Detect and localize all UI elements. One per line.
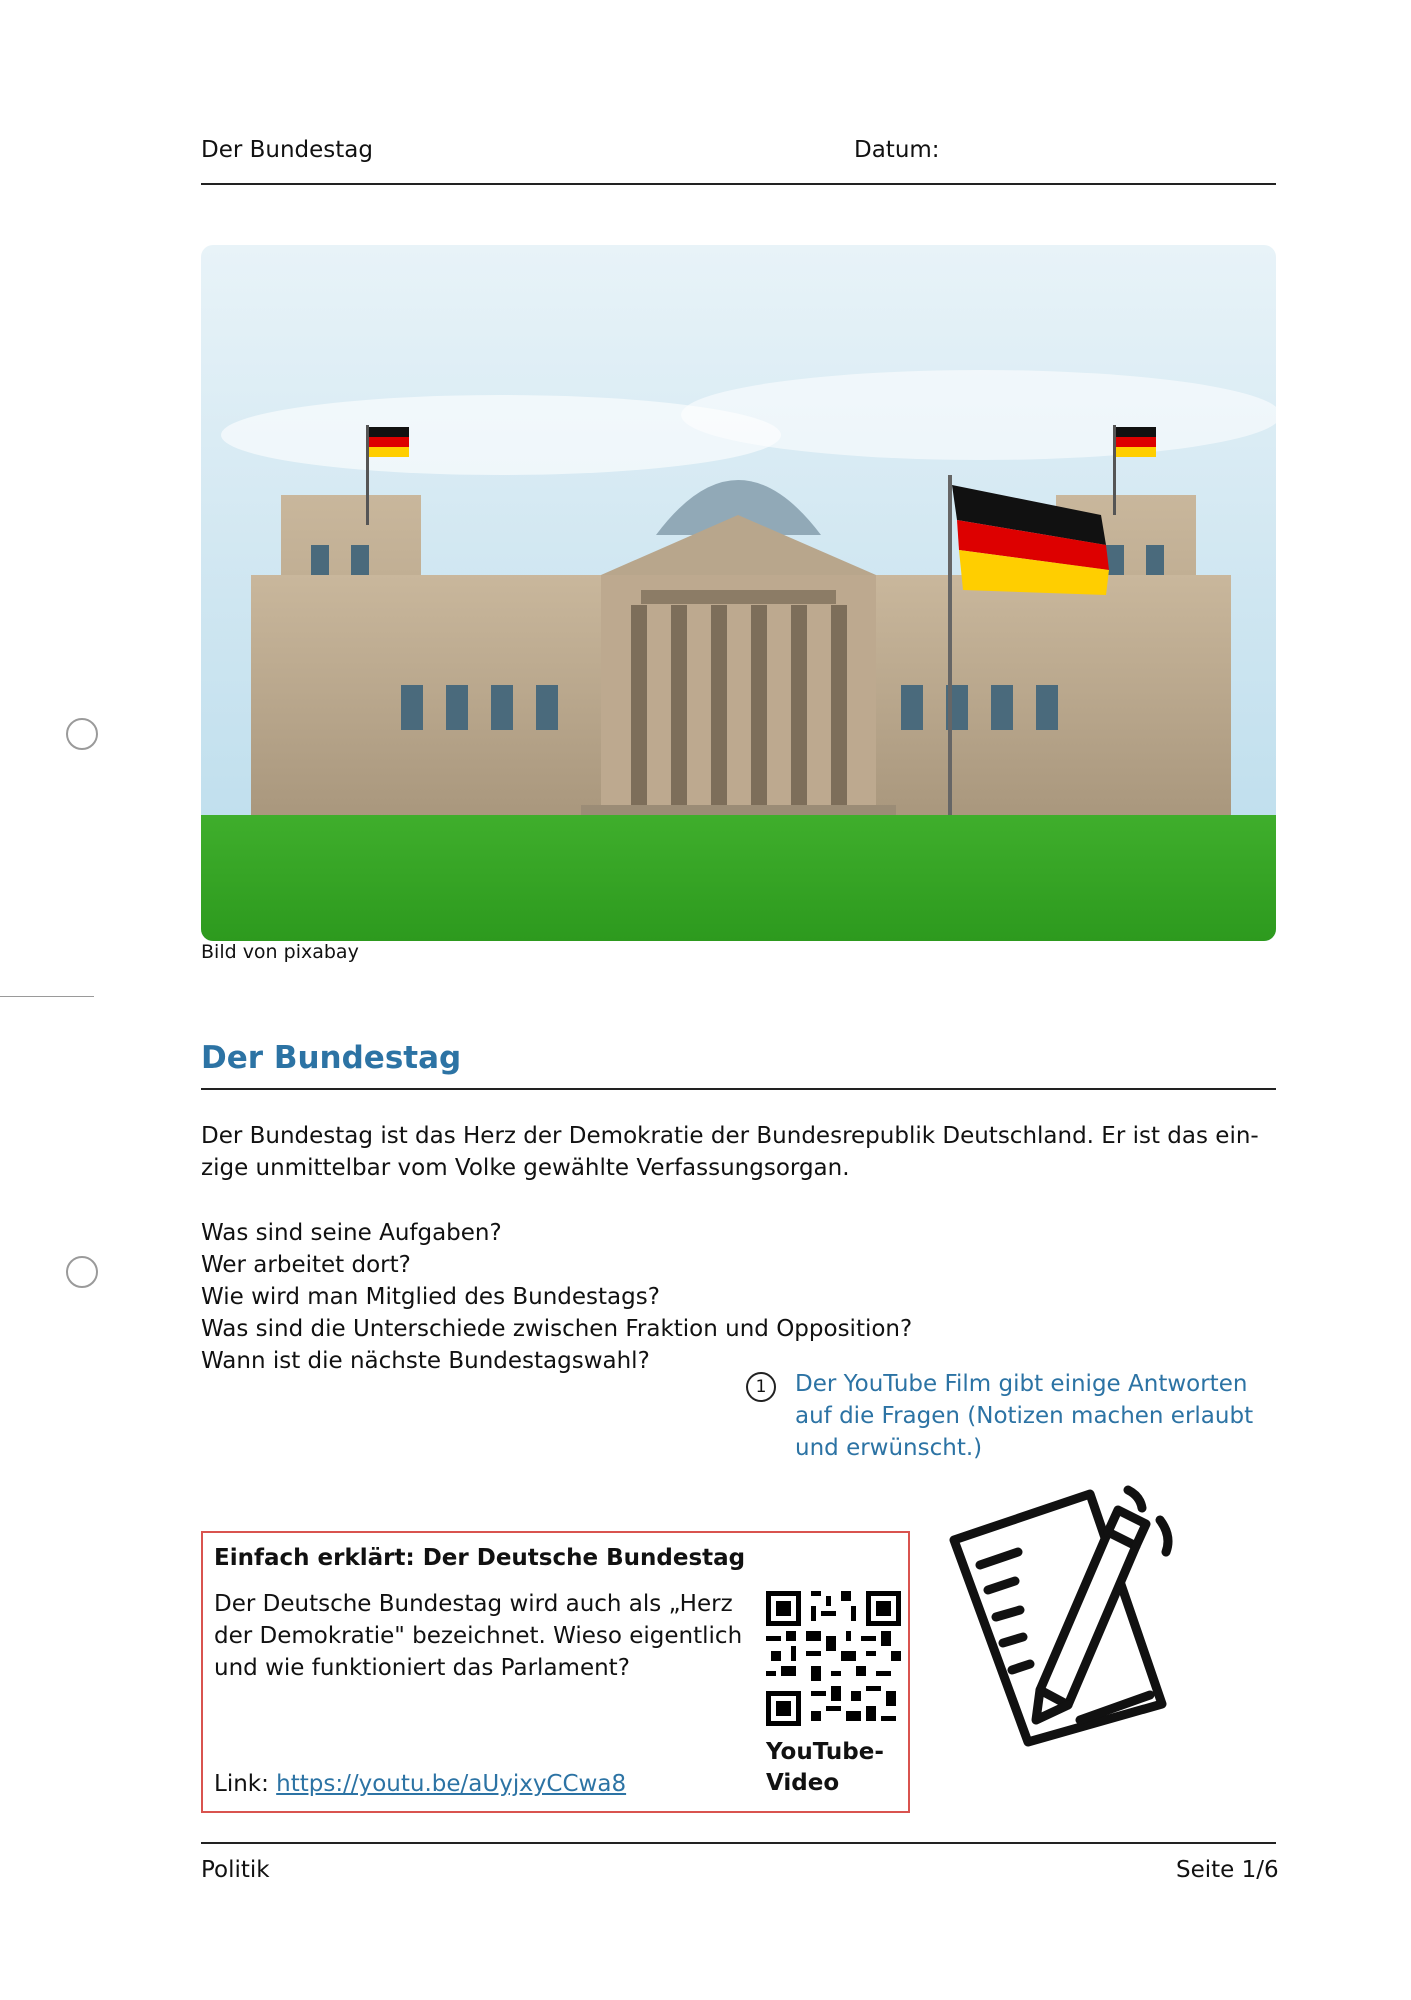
infobox-title: Einfach erklärt: Der Deutsche Bundestag	[214, 1545, 746, 1571]
question-item: Was sind seine Aufgaben?	[201, 1220, 502, 1246]
question-item: Was sind die Unterschiede zwischen Fraktion und Opposition?	[201, 1316, 913, 1342]
qr-code-icon	[766, 1591, 901, 1726]
question-list	[201, 1217, 1261, 1377]
infobox-desc-line: und wie funktioniert das Parlament?	[214, 1655, 630, 1681]
punch-hole-bottom	[66, 1256, 98, 1288]
section-divider	[201, 1088, 1276, 1090]
youtube-link[interactable]: https://youtu.be/aUyjxyCCwa8	[276, 1771, 627, 1797]
page-number: Seite 1/6	[1176, 1857, 1279, 1883]
qr-caption-line: Video	[766, 1770, 840, 1796]
infobox-desc-line: Der Deutsche Bundestag wird auch als „Herz	[214, 1591, 733, 1617]
footer-subject: Politik	[201, 1857, 270, 1883]
intro-paragraph	[201, 1120, 1261, 1184]
intro-line: Der Bundestag ist das Herz der Demokratie der Bundesrepublik Deutschland. Er ist das ein-	[201, 1123, 1259, 1149]
footer-divider	[201, 1842, 1276, 1844]
link-label: Link:	[214, 1771, 269, 1797]
intro-line: zige unmittelbar vom Volke gewählte Verfassungsorgan.	[201, 1155, 850, 1181]
photo-credit: Bild von pixabay	[201, 941, 359, 963]
task-number-badge: 1	[746, 1372, 776, 1402]
infobox-link-row	[214, 1771, 626, 1797]
qr-caption	[766, 1737, 906, 1799]
notepad-pencil-icon	[940, 1480, 1180, 1750]
punch-hole-top	[66, 718, 98, 750]
task-line: auf die Fragen (Notizen machen erlaubt	[795, 1403, 1254, 1429]
task-line: Der YouTube Film gibt einige Antworten	[795, 1371, 1248, 1397]
section-title: Der Bundestag	[201, 1040, 462, 1076]
header-divider	[201, 183, 1276, 185]
task-instruction	[795, 1368, 1285, 1464]
question-item: Wer arbeitet dort?	[201, 1252, 411, 1278]
infobox-description	[214, 1588, 754, 1684]
header-subject: Der Bundestag	[201, 137, 374, 163]
infobox-desc-line: der Demokratie" bezeichnet. Wieso eigentlich	[214, 1623, 743, 1649]
reichstag-photo	[201, 245, 1276, 941]
question-item: Wann ist die nächste Bundestagswahl?	[201, 1348, 650, 1374]
fold-mark	[0, 996, 94, 997]
task-line: und erwünscht.)	[795, 1435, 983, 1461]
header-date-label: Datum:	[854, 137, 940, 163]
question-item: Wie wird man Mitglied des Bundestags?	[201, 1284, 660, 1310]
qr-caption-line: YouTube-	[766, 1739, 884, 1765]
